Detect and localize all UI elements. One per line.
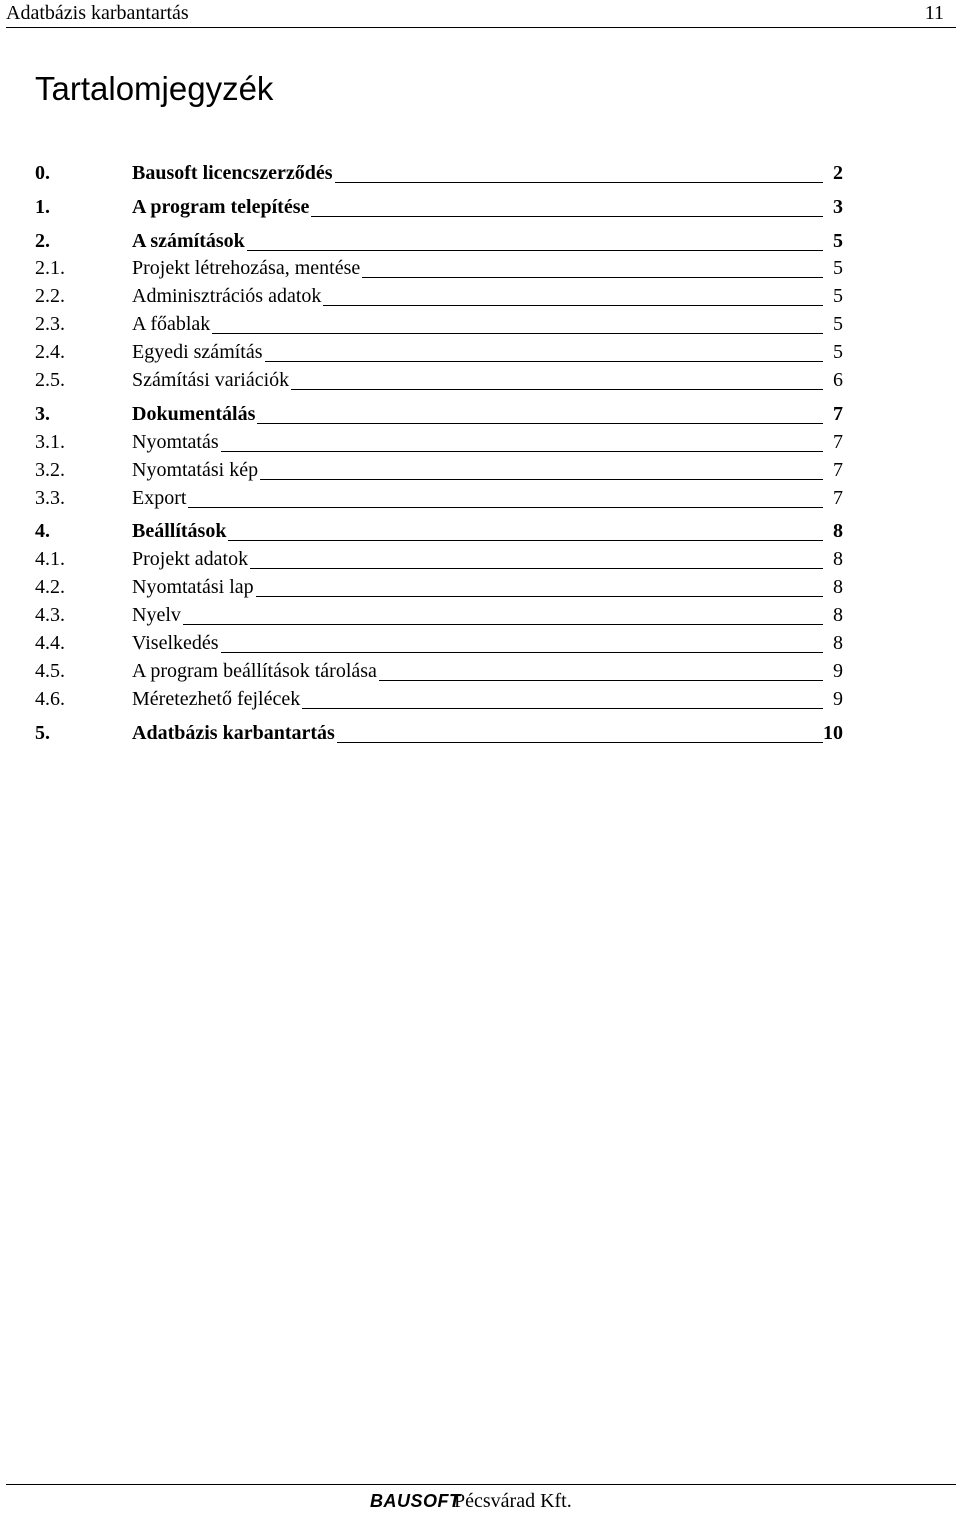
toc-entry-page: 7 [833,487,843,509]
toc-entry[interactable] [35,659,843,683]
toc-entry-number: 1. [35,196,50,218]
toc-entry[interactable] [35,340,843,364]
toc-entry-number: 3.3. [35,487,65,509]
toc-entry-title: Méretezhető fejlécek [132,688,301,710]
header-title: Adatbázis karbantartás [6,2,189,24]
toc-entry-page: 5 [833,257,843,279]
toc-entry-title: Nyomtatási kép [132,459,259,481]
toc-entry-number: 4.5. [35,660,65,682]
toc-entry-page: 8 [833,548,843,570]
toc-entry[interactable] [35,229,843,253]
toc-entry[interactable] [35,547,843,571]
toc-entry-page: 6 [833,369,843,391]
toc-leader-line [132,624,823,625]
toc-entry-page: 8 [833,520,843,542]
toc-entry-number: 2.3. [35,313,65,335]
toc-entry-number: 4. [35,520,50,542]
toc-entry[interactable] [35,284,843,308]
toc-entry-number: 3. [35,403,50,425]
toc-leader-line [132,652,823,653]
toc-entry-number: 3.1. [35,431,65,453]
page-header [6,0,956,28]
toc-entry-page: 8 [833,632,843,654]
toc-entry-title: Export [132,487,187,509]
toc-entry[interactable] [35,519,843,543]
toc-entry-page: 7 [833,403,843,425]
toc-entry-title: Beállítások [132,520,227,542]
toc-entry-number: 2.5. [35,369,65,391]
toc-entry-page: 5 [833,341,843,363]
toc-entry[interactable] [35,430,843,454]
footer-company: Pécsvárad Kft. [454,1490,572,1512]
toc-entry[interactable] [35,368,843,392]
toc-entry-page: 7 [833,459,843,481]
toc-entry-title: Viselkedés [132,632,219,654]
toc-entry[interactable] [35,402,843,426]
toc-entry[interactable] [35,721,843,745]
toc-entry[interactable] [35,603,843,627]
toc-entry-page: 9 [833,688,843,710]
toc-entry-page: 5 [833,313,843,335]
toc-entry-number: 3.2. [35,459,65,481]
toc-entry-number: 4.2. [35,576,65,598]
toc-leader-line [132,540,823,541]
toc-entry-title: Nyomtatás [132,431,219,453]
toc-entry-number: 4.4. [35,632,65,654]
brand-logo: BAUSOFT [370,1491,461,1511]
toc-entry-page: 7 [833,431,843,453]
toc-entry[interactable] [35,575,843,599]
toc-entry-page: 3 [833,196,843,218]
toc-entry[interactable] [35,161,843,185]
toc-entry[interactable] [35,486,843,510]
toc-entry-page: 5 [833,285,843,307]
toc-entry[interactable] [35,256,843,280]
toc-entry-page: 8 [833,576,843,598]
toc-entry-title: Adatbázis karbantartás [132,722,335,744]
toc-entry-page: 8 [833,604,843,626]
toc-entry-title: Adminisztrációs adatok [132,285,322,307]
toc-entry-number: 4.3. [35,604,65,626]
toc-entry-title: Projekt létrehozása, mentése [132,257,361,279]
toc-entry-page: 10 [823,722,843,744]
toc-entry-title: A számítások [132,230,245,252]
toc-entry-title: Számítási variációk [132,369,290,391]
toc-title: Tartalomjegyzék [35,70,274,107]
toc-entry[interactable] [35,458,843,482]
toc-entry[interactable] [35,195,843,219]
toc-entry-title: Nyomtatási lap [132,576,254,598]
toc-entry-title: Bausoft licencszerződés [132,162,333,184]
toc-entry-number: 0. [35,162,50,184]
toc-entry[interactable] [35,312,843,336]
toc-entry-number: 2. [35,230,50,252]
toc-entry-number: 4.6. [35,688,65,710]
toc-entry-number: 2.4. [35,341,65,363]
toc-entry-number: 4.1. [35,548,65,570]
toc-entry-title: A főablak [132,313,211,335]
toc-entry[interactable] [35,631,843,655]
toc-entry-title: Projekt adatok [132,548,249,570]
toc-entry-number: 5. [35,722,50,744]
toc-entry-number: 2.1. [35,257,65,279]
toc-entry-title: A program telepítése [132,196,310,218]
toc-entry-title: A program beállítások tárolása [132,660,377,682]
page-footer [6,1484,956,1513]
toc-entry-page: 5 [833,230,843,252]
toc-entry-page: 2 [833,162,843,184]
toc-entry-title: Nyelv [132,604,181,626]
header-page-number: 11 [924,2,944,24]
toc-leader-line [132,333,823,334]
toc-entry-title: Egyedi számítás [132,341,263,363]
toc-entry-number: 2.2. [35,285,65,307]
toc-leader-line [132,451,823,452]
toc-entry[interactable] [35,687,843,711]
toc-entry-title: Dokumentálás [132,403,256,425]
toc-entry-page: 9 [833,660,843,682]
toc-leader-line [132,507,823,508]
